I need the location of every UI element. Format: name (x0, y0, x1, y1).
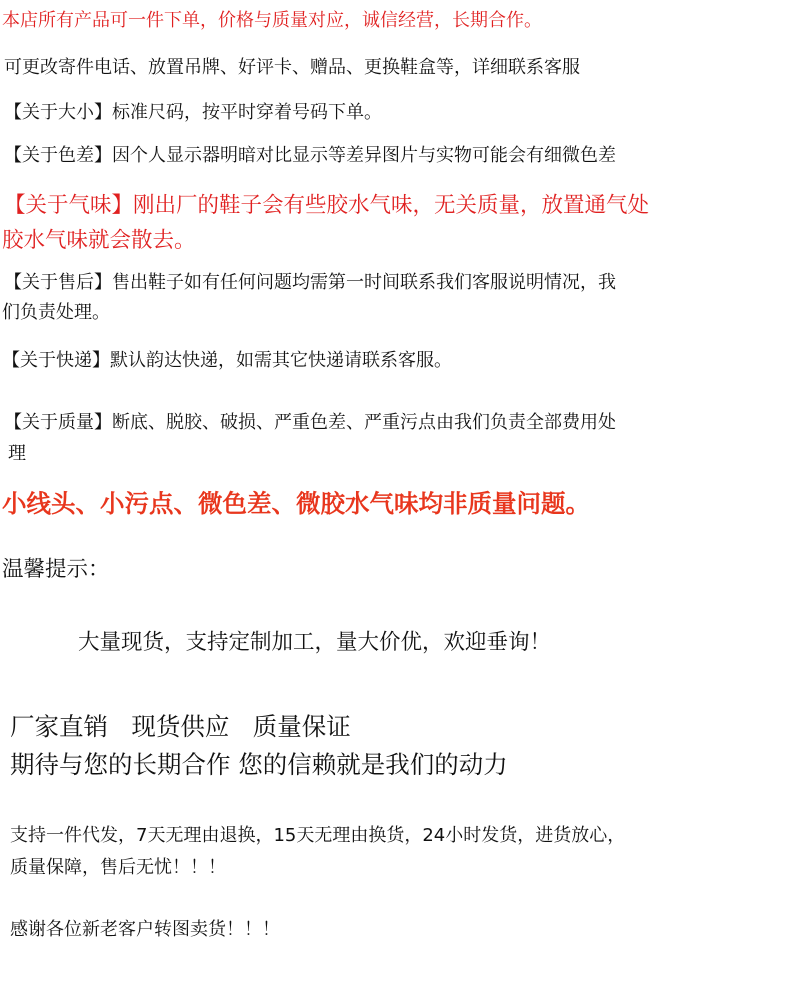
section-after-sales-line-1: 【关于售后】售出鞋子如有任何问题均需第一时间联系我们客服说明情况，我 (4, 272, 616, 293)
tips-trust: 期待与您的长期合作 您的信赖就是我们的动力 (10, 750, 508, 779)
section-quality-line-1: 【关于质量】断底、脱胶、破损、严重色差、严重污点由我们负责全部费用处 (4, 412, 616, 433)
section-quality-line-2: 理 (8, 443, 26, 464)
tips-heading: 温馨提示： (2, 557, 110, 582)
section-size: 【关于大小】标准尺码，按平时穿着号码下单。 (4, 102, 382, 123)
section-smell-line-2: 胶水气味就会散去。 (2, 228, 196, 253)
policy-line-2: 质量保障，售后无忧！！！ (10, 857, 226, 878)
tips-stock: 大量现货，支持定制加工，量大价优，欢迎垂询！ (78, 630, 552, 655)
section-delivery: 【关于快递】默认韵达快递，如需其它快递请联系客服。 (2, 350, 452, 371)
policy-line-1: 支持一件代发，7天无理由退换，15天无理由换货，24小时发货，进货放心， (10, 825, 626, 846)
notice-line-2: 可更改寄件电话、放置吊牌、好评卡、赠品、更换鞋盒等，详细联系客服 (4, 57, 580, 78)
section-color: 【关于色差】因个人显示器明暗对比显示等差异图片与实物可能会有细微色差 (4, 145, 616, 166)
notice-line-1: 本店所有产品可一件下单，价格与质量对应，诚信经营，长期合作。 (2, 10, 542, 31)
emphasis-notice: 小线头、小污点、微色差、微胶水气味均非质量问题。 (2, 489, 590, 518)
policy-thanks: 感谢各位新老客户转图卖货！！！ (10, 919, 280, 940)
section-smell-line-1: 【关于气味】刚出厂的鞋子会有些胶水气味，无关质量，放置通气处 (4, 193, 650, 218)
tips-factory: 厂家直销 现货供应 质量保证 (10, 712, 351, 741)
section-after-sales-line-2: 们负责处理。 (2, 302, 110, 323)
